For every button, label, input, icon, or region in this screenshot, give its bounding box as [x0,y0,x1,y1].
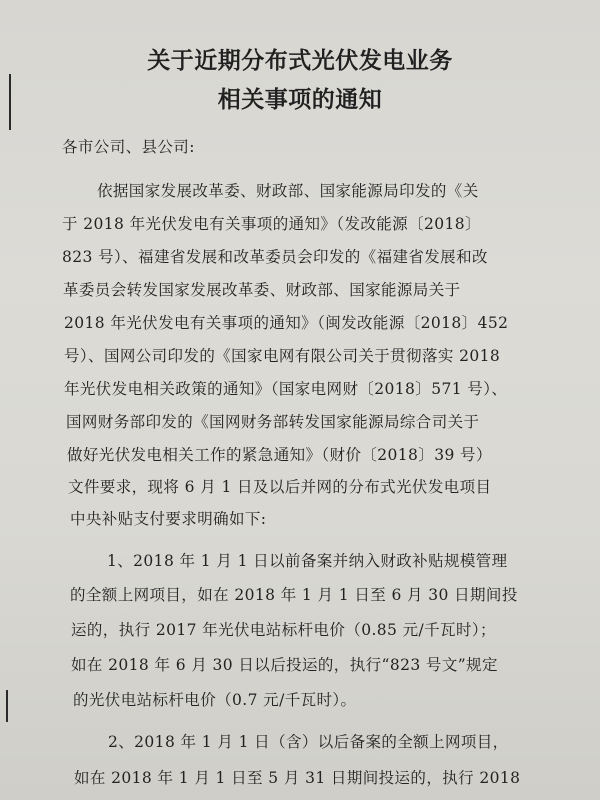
document-title-line-1: 关于近期分布式光伏发电业务 [147,48,453,74]
body-line: 如在 2018 年 6 月 30 日以后投运的，执行“823 号文”规定 [71,656,498,674]
document-title-line-2: 相关事项的通知 [217,87,383,113]
body-line: 依据国家发展改革委、财政部、国家能源局印发的《关 [97,182,479,200]
salutation: 各市公司、县公司: [62,138,195,156]
body-line: 号）、国网公司印发的《国家电网有限公司关于贯彻落实 2018 [64,347,501,365]
body-line: 运的，执行 2017 年光伏电站标杆电价（0.85 元/千瓦时）； [71,621,496,639]
body-line: 1、2018 年 1 月 1 日以前备案并纳入财政补贴规模管理 [107,552,508,570]
body-line: 年光伏发电相关政策的通知》（国家电网财〔2018〕571 号）、 [64,380,508,398]
body-line: 如在 2018 年 1 月 1 日至 5 月 31 日期间投运的，执行 2018 [74,769,521,787]
edge-mark [6,690,8,722]
body-line: 做好光伏发电相关工作的紧急通知》（财价〔2018〕39 号） [67,446,492,464]
body-line: 2018 年光伏发电有关事项的通知》（闽发改能源〔2018〕452 [64,314,509,332]
body-line: 823 号）、福建省发展和改革委员会印发的《福建省发展和改 [62,248,488,266]
body-line: 国网财务部印发的《国网财务部转发国家能源局综合司关于 [66,413,480,431]
body-line: 中央补贴支付要求明确如下: [70,510,267,528]
body-line: 文件要求，现将 6 月 1 日及以后并网的分布式光伏发电项目 [68,478,492,496]
body-line: 2、2018 年 1 月 1 日（含）以后备案的全额上网项目， [108,733,509,751]
body-line: 的全额上网项目，如在 2018 年 1 月 1 日至 6 月 30 日期间投 [70,586,518,604]
body-line: 革委员会转发国家发展改革委、财政部、国家能源局关于 [63,281,461,299]
body-line: 于 2018 年光伏发电有关事项的通知》（发改能源〔2018〕 [62,215,481,233]
body-line: 的光伏电站标杆电价（0.7 元/千瓦时）。 [73,691,357,709]
